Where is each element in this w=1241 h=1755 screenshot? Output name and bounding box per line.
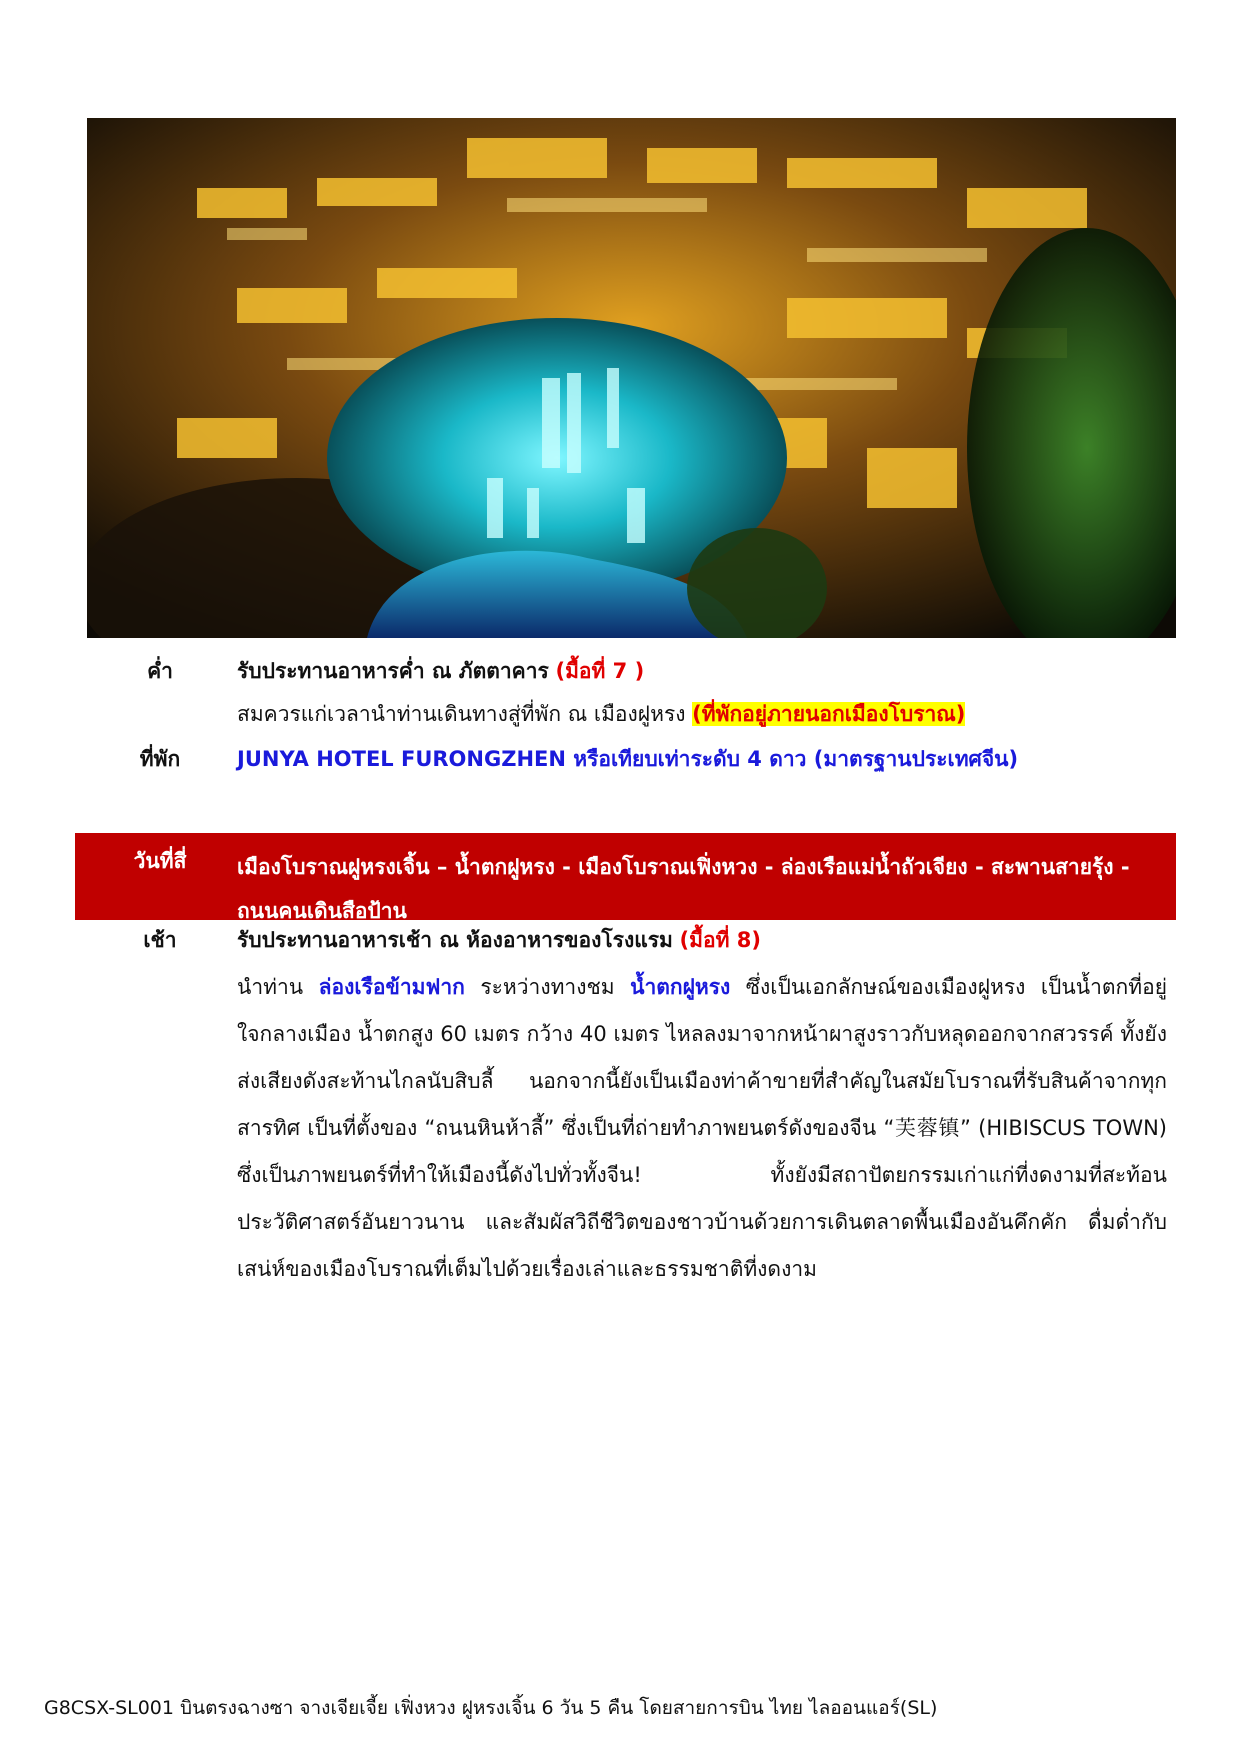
desc-part-3: ซึ่งเป็นเอกลักษณ์ของเมืองฝูหรง เป็นน้ำตกที่อยู่ใจกลางเมือง น้ำตกสูง 60 เมตร กว้าง 40 เมตร ไหลลงมาจากหน้าผาสูงราวกับหลุดออกจากสวรรค์ ทั้งยังส่งเสียงดังสะท้านไกลนับสิบลี้ นอกจากนี้ยังเป็นเมืองท่าค้าขายที่สำคัญในสมัยโบราณที่รับสินค้าจากทุกสารทิศ เป็นที่ตั้งของ “ถนนหินห้าลี้” ซึ่งเป็นที่ถ่ายทำภาพยนตร์ดังของจีน “芙蓉镇” (HIBISCUS TOWN) ซึ่งเป็นภาพยนตร์ที่ทำให้เมืองนี้ดังไปทั่วทั้งจีน! ทั้งยังมีสถาปัตยกรรมเก่าแก่ที่งดงามที่สะท้อนประวัติศาสตร์อันยาวนาน และสัมผัสวิถีชีวิตของชาวบ้านด้วยการเดินตลาดพื้นเมืองอันคึกคัก ดื่มด่ำกับเสน่ห์ของเมืองโบราณที่เต็มไปด้วยเรื่องเล่าและธรรมชาติที่งดงาม	[237, 975, 1167, 1281]
hotel-location-note: (ที่พักอยู่ภายนอกเมืองโบราณ)	[692, 702, 966, 726]
dinner-label: ค่ำ	[147, 659, 173, 683]
dinner-line-1	[237, 655, 1167, 688]
dinner-transfer-text: สมควรแก่เวลานำท่านเดินทางสู่ที่พัก ณ เมืองฝูหรง	[237, 702, 686, 726]
desc-boat-highlight: ล่องเรือข้ามฟาก	[318, 975, 465, 999]
desc-falls-highlight: น้ำตกฝูหรง	[630, 975, 731, 999]
day-header-bar	[75, 833, 1176, 923]
hotel-label: ที่พัก	[139, 747, 181, 771]
hero-photo	[87, 118, 1176, 638]
desc-part-1: นำท่าน	[237, 975, 304, 999]
day-title: เมืองโบราณฝูหรงเจิ้น – น้ำตกฝูหรง - เมืองโบราณเฟิ่งหวง - ล่องเรือแม่น้ำถัวเจียง - สะพานสายรุ้ง - ถนนคนเดินสือป้าน	[237, 855, 1130, 923]
dinner-line-2	[237, 698, 1167, 731]
hotel-name: JUNYA HOTEL FURONGZHEN หรือเทียบเท่าระดับ 4 ดาว (มาตรฐานประเทศจีน)	[237, 747, 1019, 771]
day-label: วันที่สี่	[133, 849, 187, 873]
breakfast-line	[237, 924, 1167, 957]
page-footer: G8CSX-SL001 บินตรงฉางซา จางเจียเจี้ย เฟิ่งหวง ฝูหรงเจิ้น 6 วัน 5 คืน โดยสายการบิน ไทย ไลออนแอร์(SL)	[44, 1697, 938, 1719]
breakfast-text: รับประทานอาหารเช้า ณ ห้องอาหารของโรงแรม	[237, 928, 673, 952]
desc-part-2: ระหว่างทางชม	[480, 975, 615, 999]
breakfast-label: เช้า	[143, 928, 177, 952]
dinner-text: รับประทานอาหารค่ำ ณ ภัตตาคาร	[237, 659, 549, 683]
dinner-meal-number: (มื้อที่ 7 )	[555, 659, 645, 683]
night-town-image	[87, 118, 1176, 638]
breakfast-meal-number: (มื้อที่ 8)	[679, 928, 761, 952]
day-description	[237, 964, 1167, 1293]
